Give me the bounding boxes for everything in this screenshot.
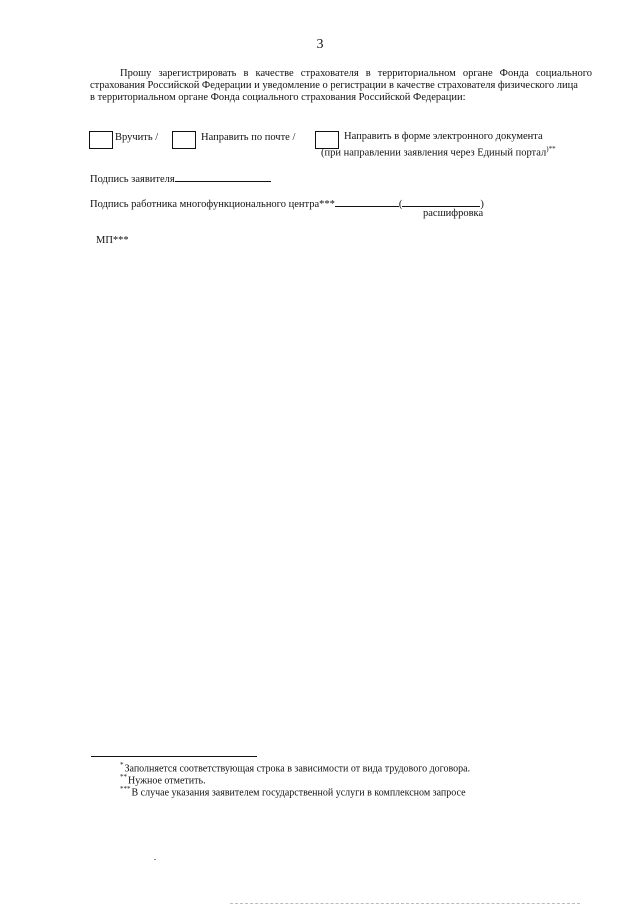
mail-delivery-label: Направить по почте / <box>201 132 296 143</box>
request-line-2: страхования Российской Федерации и уведомление о регистрации в качестве страхователя физического лица <box>90 80 578 91</box>
hand-delivery-label: Вручить / <box>115 132 159 143</box>
electronic-delivery-label: Направить в форме электронного документа <box>344 131 543 142</box>
mail-delivery-checkbox[interactable] <box>172 131 196 149</box>
request-paragraph <box>90 68 592 104</box>
footnote-2-text: Нужное отметить. <box>128 775 206 787</box>
close-paren: ) <box>480 199 484 210</box>
electronic-note-text: (при направлении заявления через Единый портал <box>321 147 547 159</box>
scan-speck <box>154 859 156 860</box>
page-number: 3 <box>316 37 324 52</box>
hand-delivery-checkbox[interactable] <box>89 131 113 149</box>
mfc-name-line[interactable] <box>402 197 480 207</box>
decoding-caption: расшифровка <box>423 208 484 219</box>
scan-edge <box>230 903 580 904</box>
footnote-1-text: Заполняется соответствующая строка в зависимости от вида трудового договора. <box>124 763 471 775</box>
footnote-3-text: В случае указания заявителем государственной услуги в комплексном запросе <box>131 787 466 799</box>
mfc-signature-line[interactable] <box>335 197 399 207</box>
request-line-3: в территориальном органе Фонда социального страхования Российской Федерации: <box>90 92 466 103</box>
request-line-1: Прошу зарегистрировать в качестве страхователя в территориальном органе Фонда социального <box>120 68 592 79</box>
electronic-note-mark: )** <box>546 145 556 153</box>
electronic-delivery-note <box>321 145 556 159</box>
footnote-3 <box>120 783 466 799</box>
footnote-3-mark: *** <box>120 785 131 793</box>
footnote-1-mark: * <box>120 761 124 769</box>
open-paren: ( <box>398 199 403 210</box>
footnote-divider <box>91 756 257 757</box>
applicant-signature-row <box>90 172 271 185</box>
stamp-place: МП*** <box>96 235 129 246</box>
applicant-signature-label: Подпись заявителя <box>90 174 175 185</box>
footnote-2-mark: ** <box>120 773 127 781</box>
mfc-signature-label: Подпись работника многофункционального центра*** <box>90 199 335 210</box>
applicant-signature-line[interactable] <box>175 172 271 182</box>
